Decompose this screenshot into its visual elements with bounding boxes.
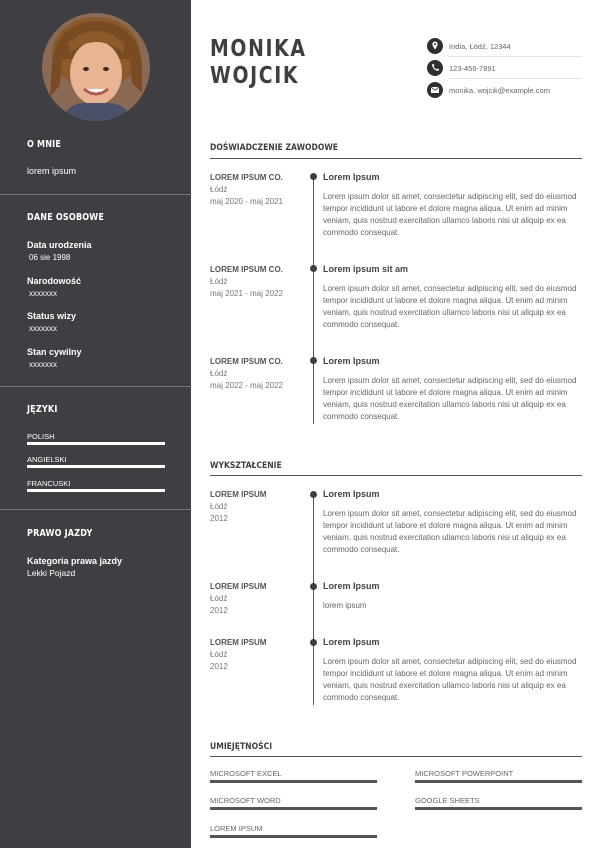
address-text: India, Łódź, 12344 <box>449 42 511 51</box>
experience-role: Lorem Ipsum <box>323 172 380 182</box>
divider <box>0 194 191 195</box>
marital-label: Stan cywilny <box>27 347 82 357</box>
nationality-value: xxxxxxx <box>29 289 57 298</box>
timeline-dot <box>310 265 317 272</box>
education-desc: Lorem ipsum dolor sit amet, consectetur adipiscing elit, sed do eiusmod tempor incididunt ut labore et dolore magna aliqua. Ut enim ad minim veniam, quis nostrud exercitation ullamco laboris nisi ut aliquip ex ea commodo consequat. <box>323 657 577 702</box>
experience-date: maj 2020 - maj 2021 <box>210 197 283 206</box>
experience-desc: Lorem ipsum dolor sit amet, consectetur adipiscing elit, sed do eiusmod tempor incididunt ut labore et dolore magna aliqua. Ut enim ad minim veniam, quis nostrud exercitation ullamco laboris nisi ut aliquip ex ea commodo consequat. <box>323 192 577 237</box>
education-role: Lorem Ipsum <box>323 581 380 591</box>
experience-role: Lorem ipsum sit am <box>323 264 409 274</box>
timeline-dot <box>310 491 317 498</box>
name-last: WOJCIK <box>210 63 300 89</box>
skill-item: MICROSOFT EXCEL <box>210 769 282 778</box>
experience-desc: Lorem ipsum dolor sit amet, consectetur adipiscing elit, sed do eiusmod tempor incididunt ut labore et dolore magna aliqua. Ut enim ad minim veniam, quis nostrud exercitation ullamco laboris nisi ut aliquip ex ea commodo consequat. <box>323 376 577 421</box>
language-level-bar <box>27 442 165 445</box>
visa-value: xxxxxxx <box>29 324 57 333</box>
education-date: 2012 <box>210 662 228 671</box>
experience-city: Łódź <box>210 185 228 194</box>
sidebar <box>0 0 191 848</box>
phone-icon <box>427 60 443 76</box>
timeline-dot <box>310 357 317 364</box>
experience-desc: Lorem ipsum dolor sit amet, consectetur adipiscing elit, sed do eiusmod tempor incididunt ut labore et dolore magna aliqua. Ut enim ad minim veniam, quis nostrud exercitation ullamco laboris nisi ut aliquip ex ea commodo consequat. <box>323 284 577 329</box>
experience-date: maj 2021 - maj 2022 <box>210 289 283 298</box>
timeline-line <box>313 493 314 705</box>
section-divider <box>210 158 582 159</box>
education-date: 2012 <box>210 514 228 523</box>
experience-org: LOREM IPSUM CO. <box>210 357 283 366</box>
education-org: LOREM IPSUM <box>210 638 267 647</box>
birthdate-value: 06 sie 1998 <box>29 253 71 262</box>
education-date: 2012 <box>210 606 228 615</box>
skill-item: MICROSOFT WORD <box>210 796 281 805</box>
education-role: Lorem Ipsum <box>323 489 380 499</box>
license-value: Lekki Pojazd <box>27 568 76 578</box>
license-title: PRAWO JAZDY <box>27 528 93 539</box>
skill-level-bar <box>210 807 377 810</box>
birthdate-label: Data urodzenia <box>27 240 92 250</box>
education-org: LOREM IPSUM <box>210 490 267 499</box>
phone-text[interactable]: 123-456-7891 <box>449 64 496 73</box>
skills-title: UMIEJĘTNOŚCI <box>210 742 273 752</box>
nationality-label: Narodowość <box>27 276 82 286</box>
divider <box>0 509 191 510</box>
language-level-bar <box>27 465 165 468</box>
skill-level-bar <box>415 780 582 783</box>
skill-item: LOREM IPSUM <box>210 824 263 833</box>
education-org: LOREM IPSUM <box>210 582 267 591</box>
license-label: Kategoria prawa jazdy <box>27 556 123 566</box>
language-item: POLISH <box>27 432 55 441</box>
language-level-bar <box>27 489 165 492</box>
experience-org: LOREM IPSUM CO. <box>210 173 283 182</box>
experience-city: Łódź <box>210 369 228 378</box>
divider <box>0 386 191 387</box>
divider <box>449 78 582 79</box>
experience-org: LOREM IPSUM CO. <box>210 265 283 274</box>
timeline-dot <box>310 173 317 180</box>
skill-level-bar <box>210 835 377 838</box>
email-icon <box>427 82 443 98</box>
education-desc: Lorem ipsum dolor sit amet, consectetur adipiscing elit, sed do eiusmod tempor incididunt ut labore et dolore magna aliqua. Ut enim ad minim veniam, quis nostrud exercitation ullamco laboris nisi ut aliquip ex ea commodo consequat. <box>323 509 577 554</box>
about-title: O MNIE <box>27 139 62 150</box>
languages-title: JĘZYKI <box>27 404 58 415</box>
education-city: Łódź <box>210 650 228 659</box>
skill-item: MICROSOFT POWERPOINT <box>415 769 514 778</box>
timeline-dot <box>310 583 317 590</box>
section-divider <box>210 475 582 476</box>
about-text: lorem ipsum <box>27 166 77 176</box>
section-divider <box>210 756 582 757</box>
language-item: ANGIELSKI <box>27 455 67 464</box>
divider <box>449 56 582 57</box>
education-city: Łódź <box>210 502 228 511</box>
skill-level-bar <box>210 780 377 783</box>
education-desc: lorem ipsum <box>323 601 367 610</box>
experience-city: Łódź <box>210 277 228 286</box>
skill-item: GOOGLE SHEETS <box>415 796 480 805</box>
language-item: FRANCUSKI <box>27 479 71 488</box>
timeline-line <box>313 176 314 424</box>
email-text[interactable]: monika. wojcik@example.com <box>449 86 550 95</box>
experience-title: DOŚWIADCZENIE ZAWODOWE <box>210 143 339 153</box>
personal-title: DANE OSOBOWE <box>27 212 105 223</box>
visa-label: Status wizy <box>27 311 77 321</box>
timeline-dot <box>310 639 317 646</box>
profile-photo <box>42 13 150 121</box>
marital-value: xxxxxxx <box>29 360 57 369</box>
education-role: Lorem Ipsum <box>323 637 380 647</box>
skill-level-bar <box>415 807 582 810</box>
name-first: MONIKA <box>210 36 307 62</box>
location-pin-icon <box>427 38 443 54</box>
education-title: WYKSZTAŁCENIE <box>210 461 282 471</box>
education-city: Łódź <box>210 594 228 603</box>
experience-role: Lorem Ipsum <box>323 356 380 366</box>
experience-date: maj 2022 - maj 2022 <box>210 381 283 390</box>
